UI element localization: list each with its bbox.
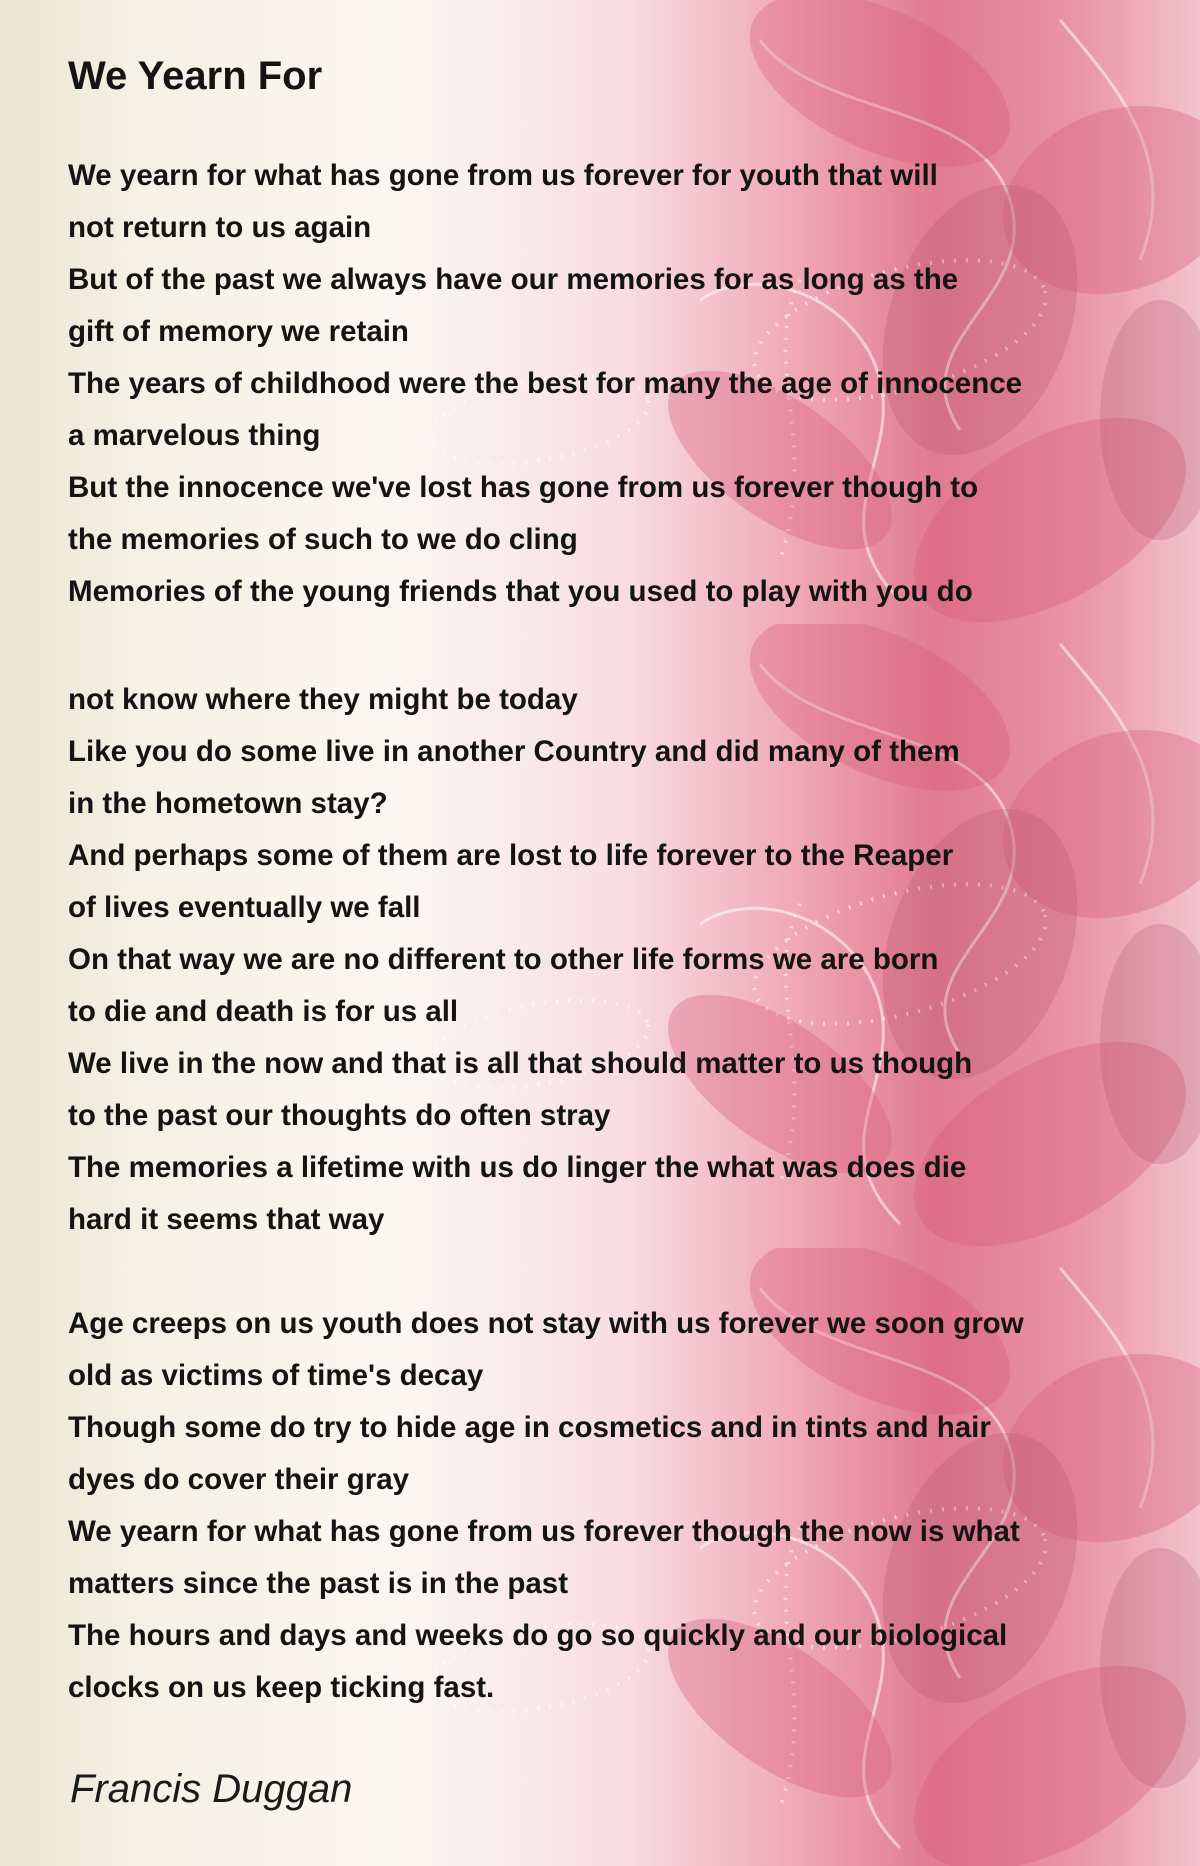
poem-line: Age creeps on us youth does not stay with us forever we soon grow <box>68 1307 1024 1340</box>
poem-line: not know where they might be today <box>68 683 578 716</box>
poem-line: The hours and days and weeks do go so quickly and our biological <box>68 1619 1008 1652</box>
poem-line: On that way we are no different to other life forms we are born <box>68 943 939 976</box>
poem-line: dyes do cover their gray <box>68 1463 410 1496</box>
poem-line: clocks on us keep ticking fast. <box>68 1671 495 1704</box>
poem-stanza <box>68 1298 1148 1714</box>
poem-line: old as victims of time's decay <box>68 1359 484 1392</box>
poem-line: a marvelous thing <box>68 419 321 452</box>
poem-line: But of the past we always have our memories for as long as the <box>68 263 959 296</box>
poem-line: Like you do some live in another Country and did many of them <box>68 735 960 768</box>
poem-line: And perhaps some of them are lost to life forever to the Reaper <box>68 839 954 872</box>
poem-line: gift of memory we retain <box>68 315 409 348</box>
poem-stanza <box>68 674 1148 1246</box>
poem-line: the memories of such to we do cling <box>68 523 578 556</box>
poem-line: We live in the now and that is all that should matter to us though <box>68 1047 973 1080</box>
poem-line: in the hometown stay? <box>68 787 388 820</box>
poem-line: But the innocence we've lost has gone from us forever though to <box>68 471 979 504</box>
poem-line: We yearn for what has gone from us forever for youth that will <box>68 159 938 192</box>
poem-line: The years of childhood were the best for many the age of innocence <box>68 367 1023 400</box>
poem-line: not return to us again <box>68 211 372 244</box>
poem-line: hard it seems that way <box>68 1203 385 1236</box>
poem-line: Memories of the young friends that you used to play with you do <box>68 575 973 608</box>
poem-line: of lives eventually we fall <box>68 891 421 924</box>
poem-author: Francis Duggan <box>70 1767 353 1811</box>
poem-line: We yearn for what has gone from us forever though the now is what <box>68 1515 1020 1548</box>
poem-line: Though some do try to hide age in cosmetics and in tints and hair <box>68 1411 991 1444</box>
poem-line: to die and death is for us all <box>68 995 459 1028</box>
poem-line: to the past our thoughts do often stray <box>68 1099 611 1132</box>
poem-line: The memories a lifetime with us do linger the what was does die <box>68 1151 967 1184</box>
poem-title: We Yearn For <box>68 54 323 98</box>
poem-stanza <box>68 150 1148 618</box>
poem-line: matters since the past is in the past <box>68 1567 569 1600</box>
